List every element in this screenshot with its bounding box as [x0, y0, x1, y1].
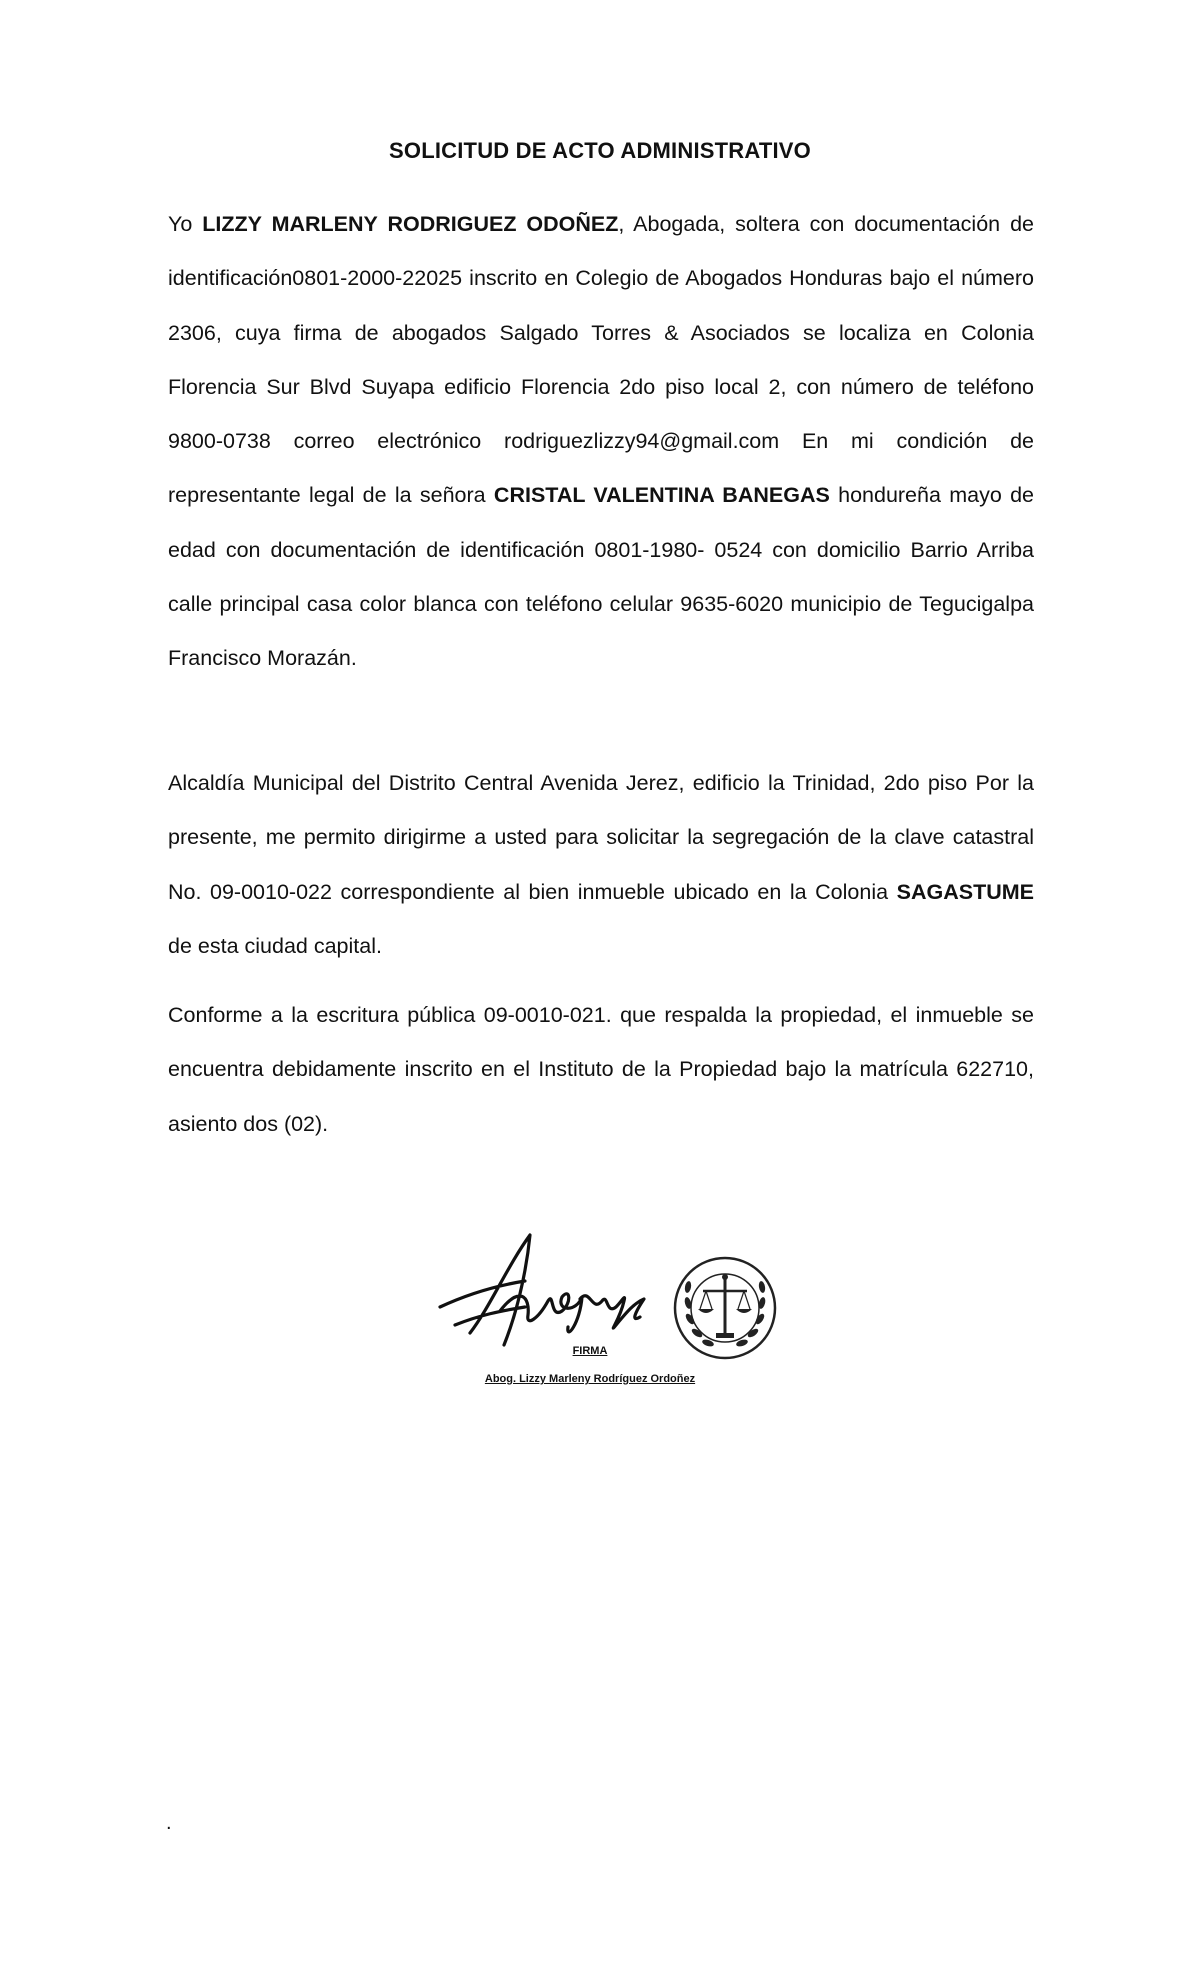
document-title: SOLICITUD DE ACTO ADMINISTRATIVO — [389, 138, 811, 163]
signature-block — [430, 1215, 790, 1415]
p2-text-1: Alcaldía Municipal del Distrito Central Avenida Jerez, edificio la Trinidad, 2do piso Por la presente, me permito dirigirme a usted para solicitar la segregación de la clave catastral No. 09-0010-022 correspondiente al bien inmueble ubicado en la Colonia — [168, 771, 1034, 904]
p3-text-1: Conforme a la escritura pública 09-0010-021. que respalda la propiedad, el inmueble se encuentra debidamente inscrito en el Instituto de la Propiedad bajo la matrícula 622710, asiento dos (02). — [168, 1003, 1034, 1136]
paragraph-applicant — [168, 197, 1034, 686]
footer-mark: . — [166, 1812, 172, 1834]
client-name: CRISTAL VALENTINA BANEGAS — [493, 483, 830, 508]
paragraph-deed — [168, 988, 1034, 1151]
signatory-name: Abog. Lizzy Marleny Rodríguez Ordoñez — [484, 1373, 696, 1385]
p1-text-2: , Abogada, soltera con documentación de identificación0801-2000-22025 inscrito en Colegio de Abogados Honduras bajo el número 2306, cuya firma de abogados Salgado Torres & Asociados se localiza en Colonia Florencia Sur Blvd Suyapa edificio Florencia 2do piso local 2, con número de teléfono 9800-0738 correo electrónico rodriguezlizzy94@gmail.com En mi condición de representante legal de la señora — [168, 212, 1034, 508]
p1-text-1: Yo — [168, 212, 203, 236]
p1-text-3: hondureña mayo de edad con documentación de identificación 0801-1980- 0524 con domicilio Barrio Arriba calle principal casa color blanca con teléfono celular 9635-6020 municipio de Tegucigalpa Francisco Morazán. — [168, 483, 1034, 671]
signature-label: FIRMA — [572, 1345, 608, 1357]
applicant-name: LIZZY MARLENY RODRIGUEZ ODOÑEZ — [202, 212, 619, 236]
colonia-name: SAGASTUME — [896, 879, 1034, 904]
scales-of-justice-seal — [670, 1253, 780, 1363]
p2-text-2: de esta ciudad capital. — [168, 933, 382, 958]
handwritten-signature — [430, 1215, 690, 1355]
paragraph-request — [168, 756, 1034, 973]
